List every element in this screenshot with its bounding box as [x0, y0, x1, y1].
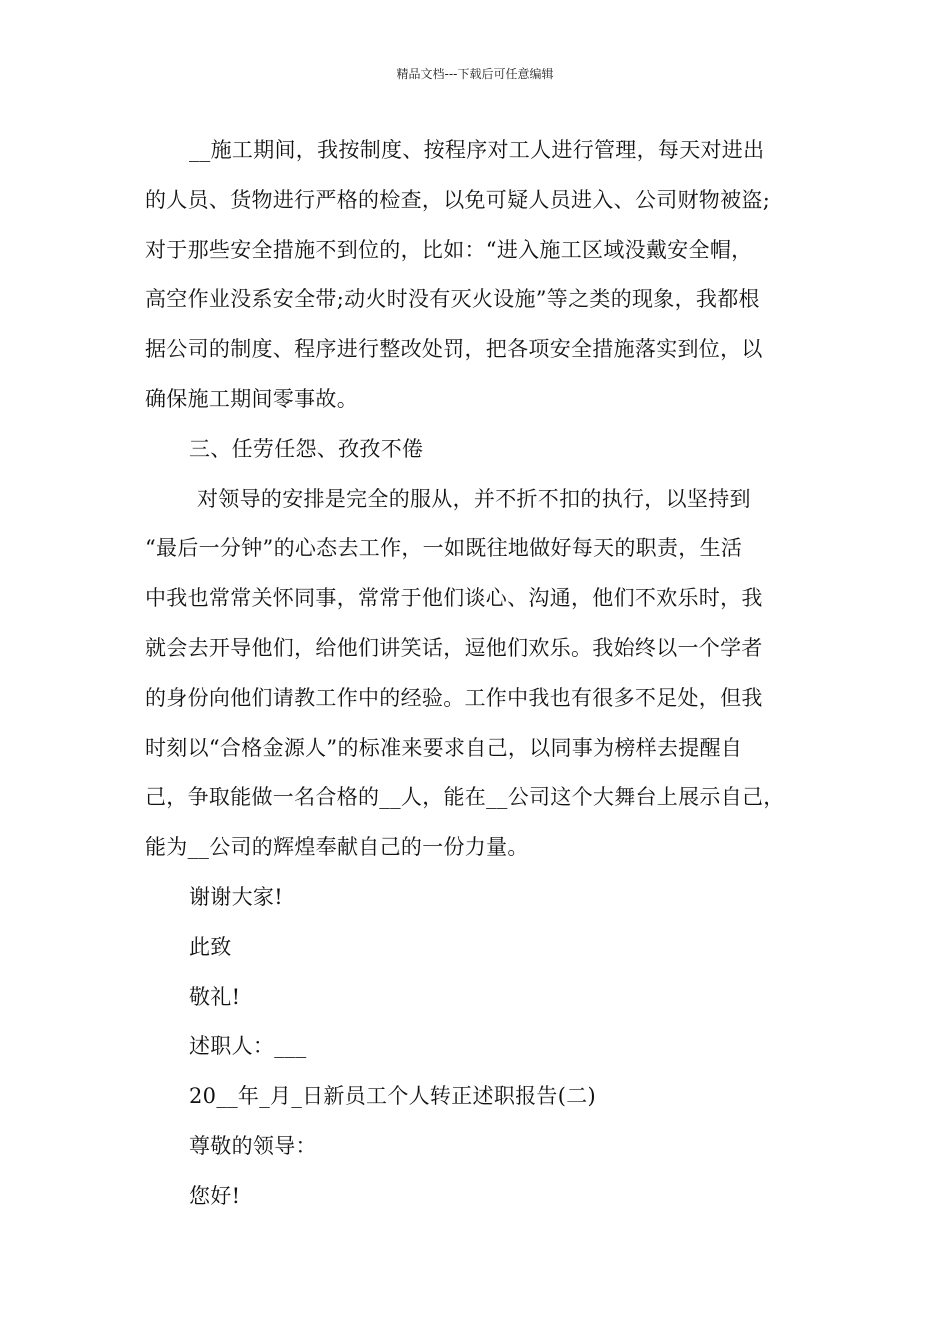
text-line: 高空作业没系安全带;动火时没有灭火设施”等之类的现象，我都根 [145, 287, 760, 312]
greeting-hello: 您好! [189, 1183, 241, 1208]
document-body [145, 126, 835, 1222]
text-line: 能为__公司的辉煌奉献自己的一份力量。 [145, 835, 529, 860]
report-title: 20__年_月_日新员工个人转正述职报告(二) [189, 1084, 597, 1109]
text-line: 的身份向他们请教工作中的经验。工作中我也有很多不足处，但我 [145, 685, 763, 710]
closing-thanks: 谢谢大家! [189, 884, 283, 909]
section-heading: 三、任劳任怨、孜孜不倦 [189, 436, 424, 461]
page-header: 精品文档---下载后可任意编辑 [396, 67, 554, 81]
text-line: 据公司的制度、程序进行整改处罚，把各项安全措施落实到位，以 [145, 337, 763, 362]
text-line: __施工期间，我按制度、按程序对工人进行管理，每天对进出 [189, 138, 765, 162]
closing-salutation: 此致 [189, 934, 232, 959]
text-line: “最后一分钟”的心态去工作，一如既往地做好每天的职责，生活 [145, 536, 743, 561]
text-line: 确保施工期间零事故。 [145, 386, 358, 411]
text-line: 己，争取能做一名合格的__人，能在__公司这个大舞台上展示自己， [145, 785, 785, 810]
closing-respect: 敬礼! [189, 984, 241, 1009]
text-line: 对领导的安排是完全的服从，并不折不扣的执行，以坚持到 [197, 486, 751, 511]
text-line: 就会去开导他们，给他们讲笑话，逗他们欢乐。我始终以一个学者 [145, 635, 763, 660]
signature-line: 述职人：___ [189, 1034, 307, 1059]
text-line: 时刻以“合格金源人”的标准来要求自己，以同事为榜样去提醒自 [145, 735, 743, 760]
text-line: 中我也常常关怀同事，常常于他们谈心、沟通，他们不欢乐时，我 [145, 586, 763, 611]
text-line: 对于那些安全措施不到位的，比如：“进入施工区域没戴安全帽， [145, 237, 753, 262]
greeting-addressee: 尊敬的领导： [189, 1133, 317, 1158]
text-line: 的人员、货物进行严格的检查，以免可疑人员进入、公司财物被盗; [145, 187, 771, 212]
